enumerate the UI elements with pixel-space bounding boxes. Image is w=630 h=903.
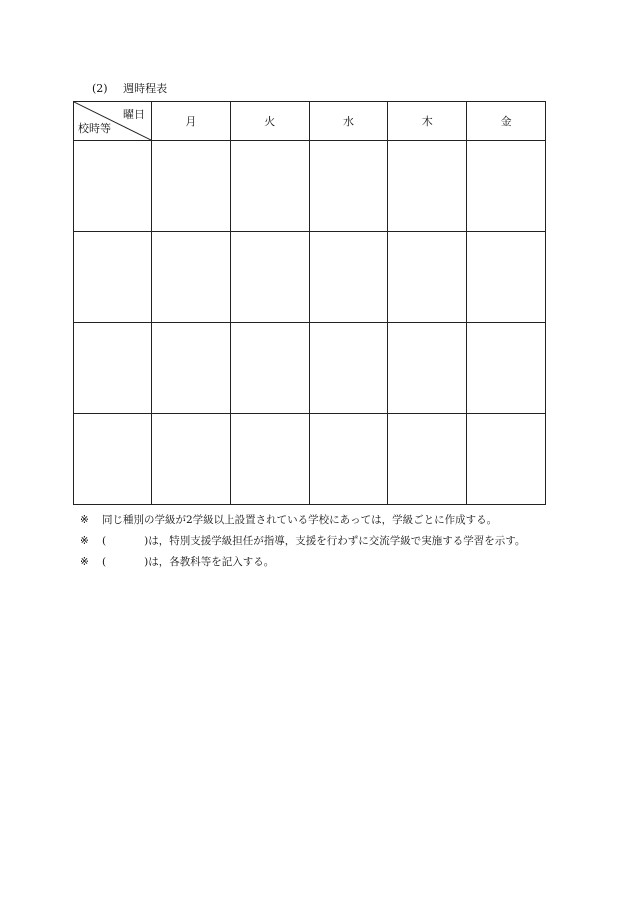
note-item-2 bbox=[80, 531, 525, 552]
day-header-mon: 月 bbox=[152, 102, 231, 141]
table-cell bbox=[467, 232, 546, 323]
note-item-1 bbox=[80, 510, 525, 531]
table-cell bbox=[152, 232, 231, 323]
table-cell bbox=[388, 141, 467, 232]
table-row bbox=[74, 232, 546, 323]
table-cell bbox=[152, 141, 231, 232]
close-paren: ) bbox=[144, 556, 149, 568]
table-cell bbox=[388, 323, 467, 414]
note-item-3 bbox=[80, 552, 525, 573]
period-cell bbox=[74, 141, 152, 232]
table-row bbox=[74, 141, 546, 232]
section-heading bbox=[92, 80, 167, 96]
table-cell bbox=[309, 141, 388, 232]
section-number: (2) bbox=[92, 82, 108, 95]
close-paren: ) bbox=[144, 535, 149, 547]
table-cell bbox=[309, 232, 388, 323]
table-cell bbox=[230, 141, 309, 232]
table-cell bbox=[309, 414, 388, 505]
reference-mark: ※ bbox=[80, 514, 89, 526]
table-cell bbox=[230, 414, 309, 505]
blank-parentheses bbox=[102, 552, 148, 573]
table-cell bbox=[230, 323, 309, 414]
notes bbox=[80, 510, 525, 573]
table-cell bbox=[388, 232, 467, 323]
note-text-3: は，各教科等を記入する。 bbox=[148, 556, 275, 568]
weekly-timetable bbox=[73, 101, 546, 505]
day-header-fri: 金 bbox=[467, 102, 546, 141]
reference-mark: ※ bbox=[80, 535, 89, 547]
corner-label-day: 曜日 bbox=[123, 108, 145, 121]
open-paren: ( bbox=[102, 535, 107, 547]
table-cell bbox=[152, 323, 231, 414]
note-text-2: は，特別支援学級担任が指導，支援を行わずに交流学級で実施する学習を示す。 bbox=[148, 535, 526, 547]
day-header-thu: 木 bbox=[388, 102, 467, 141]
header-row bbox=[74, 102, 546, 141]
period-cell bbox=[74, 323, 152, 414]
table-cell bbox=[230, 232, 309, 323]
reference-mark: ※ bbox=[80, 556, 89, 568]
table-cell bbox=[467, 323, 546, 414]
table-cell bbox=[152, 414, 231, 505]
note-text-1: 同じ種別の学級が2学級以上設置されている学校にあっては，学級ごとに作成する。 bbox=[102, 514, 498, 526]
day-header-wed: 水 bbox=[309, 102, 388, 141]
table-cell bbox=[467, 414, 546, 505]
day-header-tue: 火 bbox=[230, 102, 309, 141]
blank-parentheses bbox=[102, 531, 148, 552]
table-cell bbox=[388, 414, 467, 505]
period-cell bbox=[74, 232, 152, 323]
table-row bbox=[74, 323, 546, 414]
table-cell bbox=[467, 141, 546, 232]
corner-cell bbox=[74, 102, 152, 141]
table-row bbox=[74, 414, 546, 505]
corner-label-period: 校時等 bbox=[78, 122, 111, 135]
open-paren: ( bbox=[102, 556, 107, 568]
section-title: 週時程表 bbox=[123, 82, 168, 95]
table-cell bbox=[309, 323, 388, 414]
period-cell bbox=[74, 414, 152, 505]
